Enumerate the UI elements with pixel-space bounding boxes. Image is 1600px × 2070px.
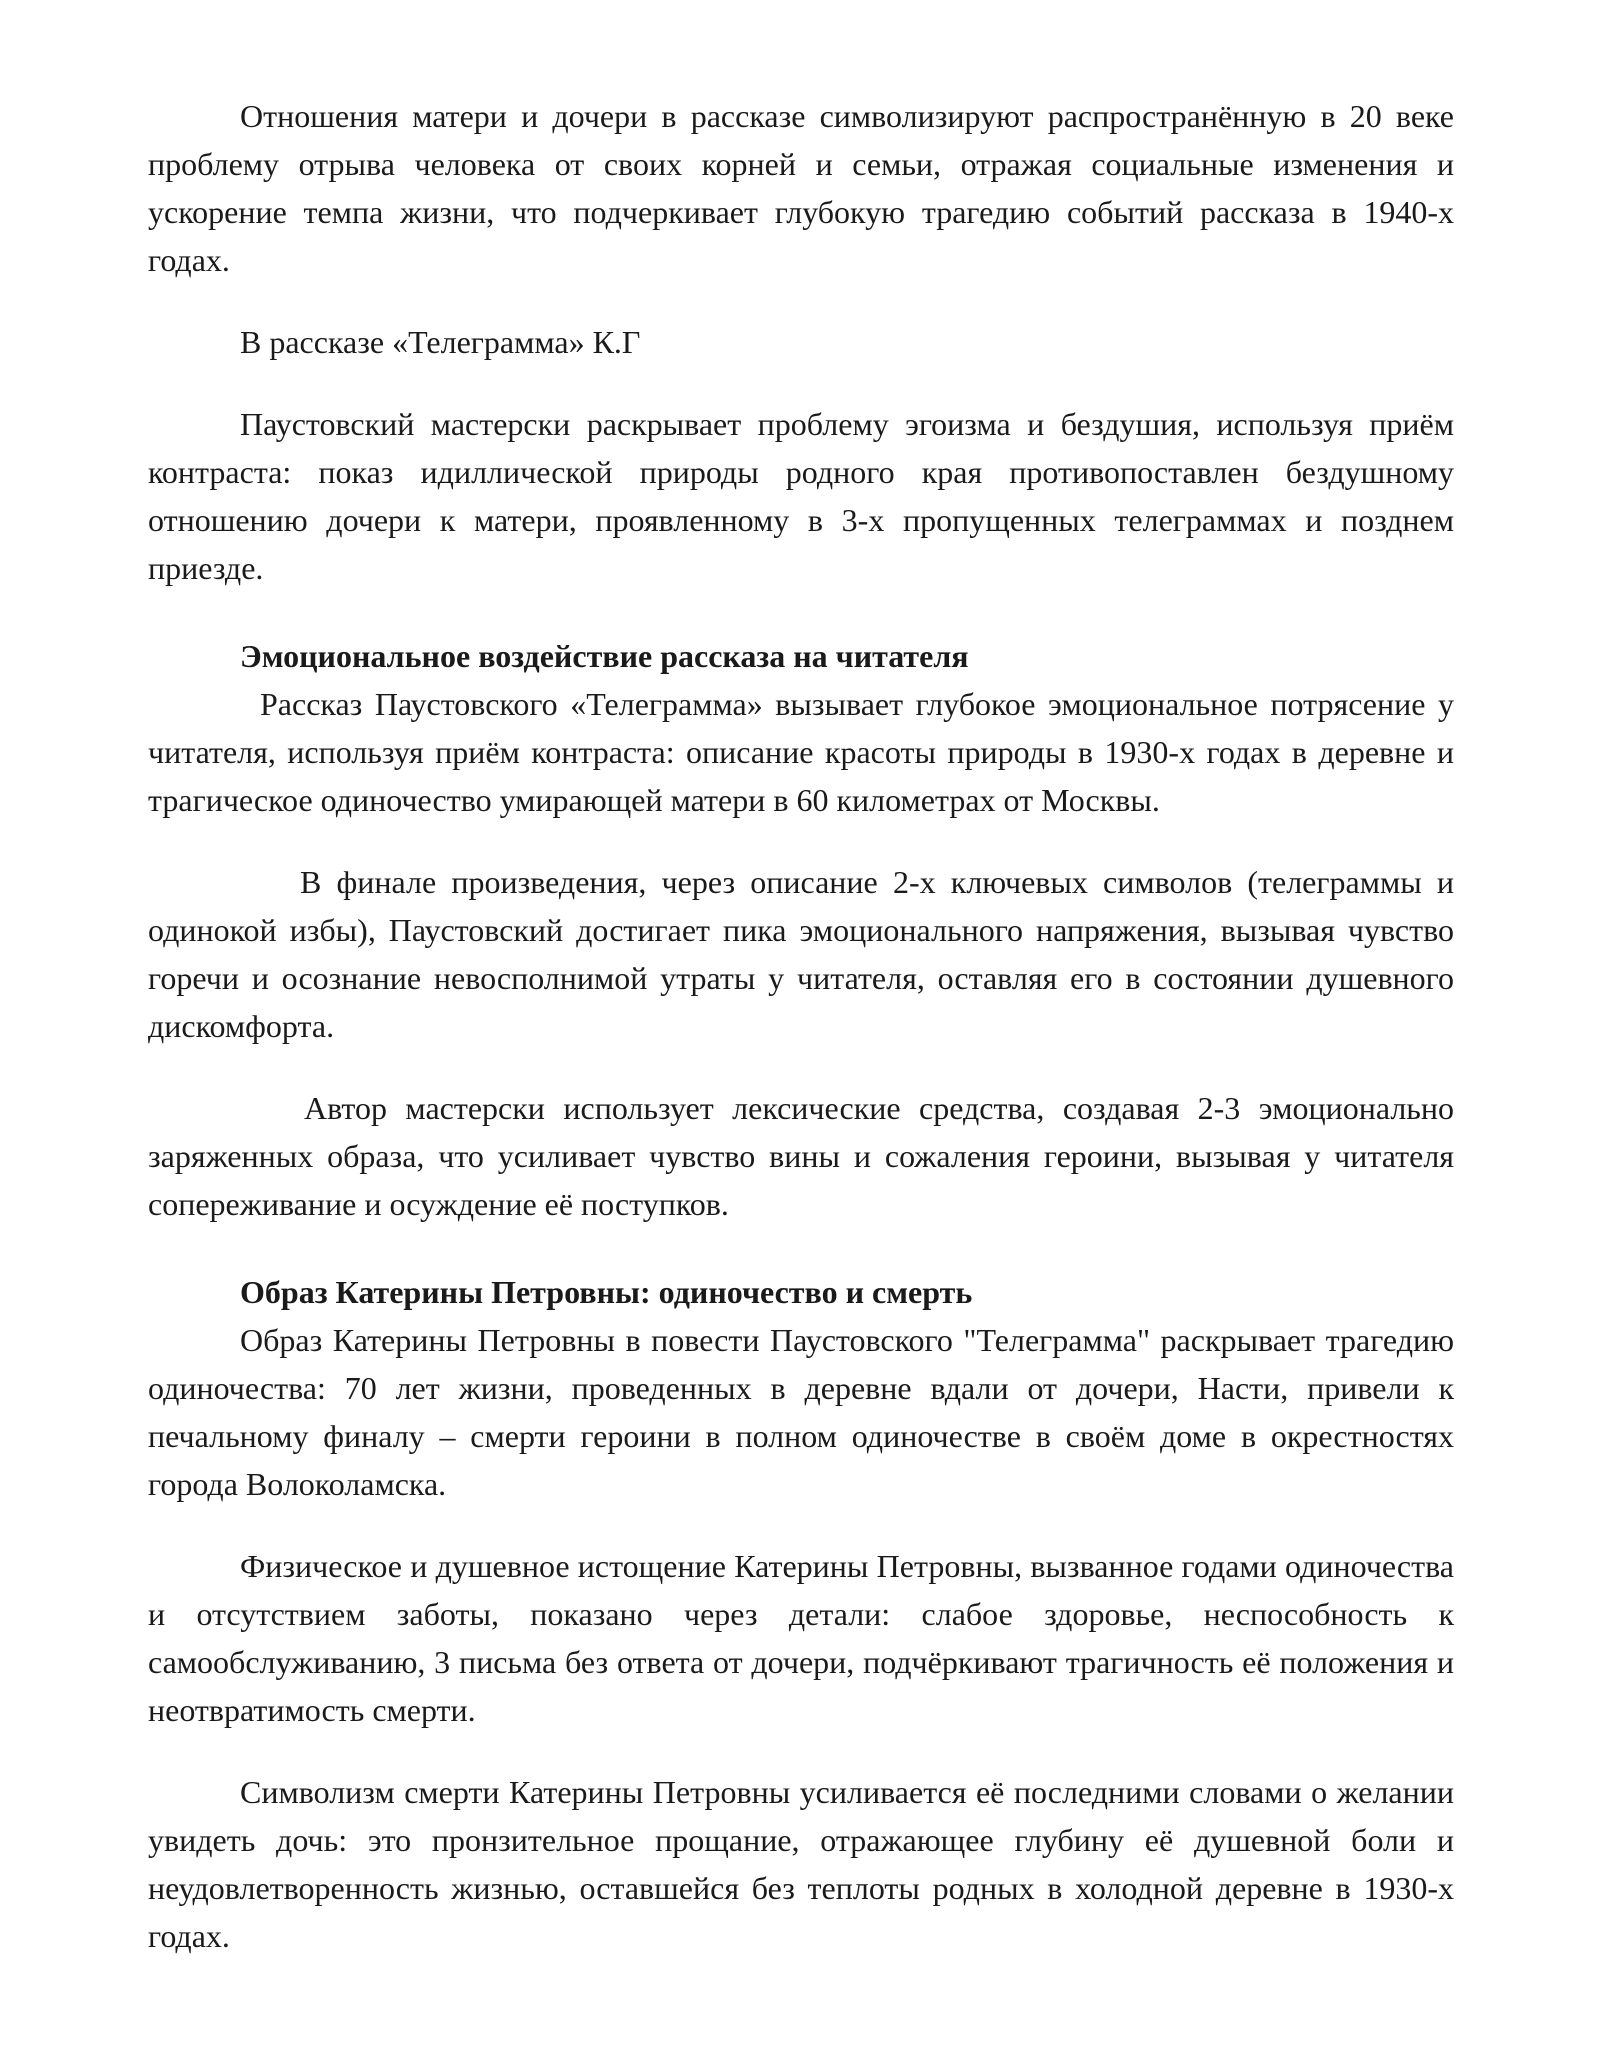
paragraph-finale-symbols: В финале произведения, через описание 2-х ключевых символов (телеграммы и одинокой избы), Паустовский достигает пика эмоционального напряжения, вызывая чувство горечи и осознание невосполнимой утраты у читателя, оставляя его в состоянии душевного дискомфорта. xyxy=(148,864,1454,1044)
paragraph-mother-daughter: Отношения матери и дочери в рассказе символизируют распространённую в 20 веке проблему отрыва человека от своих корней и семьи, отражая социальные изменения и ускорение темпа жизни, что подчеркивает глубокую трагедию событий рассказа в 1940-х годах. xyxy=(148,98,1454,278)
document-page xyxy=(148,92,1454,1960)
paragraph-death-symbolism: Символизм смерти Катерины Петровны усиливается её последними словами о желании увидеть дочь: это пронзительное прощание, отражающее глубину её душевной боли и неудовлетворенность жизнью, оставшейся без теплоты родных в холодной деревне в 1930-х годах. xyxy=(148,1774,1454,1954)
heading-emotional-impact: Эмоциональное воздействие рассказа на читателя xyxy=(240,638,969,674)
paragraph-katerina-loneliness: Образ Катерины Петровны в повести Паустовского "Телеграмма" раскрывает трагедию одиночества: 70 лет жизни, проведенных в деревне вдали от дочери, Насти, привели к печальному финалу – смерти героини в полном одиночестве в своём доме в окрестностях города Волоколамска. xyxy=(148,1322,1454,1502)
paragraph-paustovsky-contrast: Паустовский мастерски раскрывает проблему эгоизма и бездушия, используя приём контраста: показ идиллической природы родного края противопоставлен бездушному отношению дочери к матери, проявленному в 3-х пропущенных телеграммах и позднем приезде. xyxy=(148,406,1454,586)
paragraph-telegram-intro: В рассказе «Телеграмма» К.Г xyxy=(240,324,641,360)
paragraph-physical-exhaustion: Физическое и душевное истощение Катерины Петровны, вызванное годами одиночества и отсутствием заботы, показано через детали: слабое здоровье, неспособность к самообслуживанию, 3 письма без ответа от дочери, подчёркивают трагичность её положения и неотвратимость смерти. xyxy=(148,1548,1454,1728)
paragraph-lexical-means: Автор мастерски использует лексические средства, создавая 2-3 эмоционально заряженных образа, что усиливает чувство вины и сожаления героини, вызывая у читателя сопереживание и осуждение её поступков. xyxy=(148,1090,1454,1222)
heading-katerina-image: Образ Катерины Петровны: одиночество и смерть xyxy=(240,1274,973,1310)
paragraph-emotional-shock: Рассказ Паустовского «Телеграмма» вызывает глубокое эмоциональное потрясение у читателя, используя приём контраста: описание красоты природы в 1930-х годах в деревне и трагическое одиночество умирающей матери в 60 километрах от Москвы. xyxy=(148,686,1454,818)
